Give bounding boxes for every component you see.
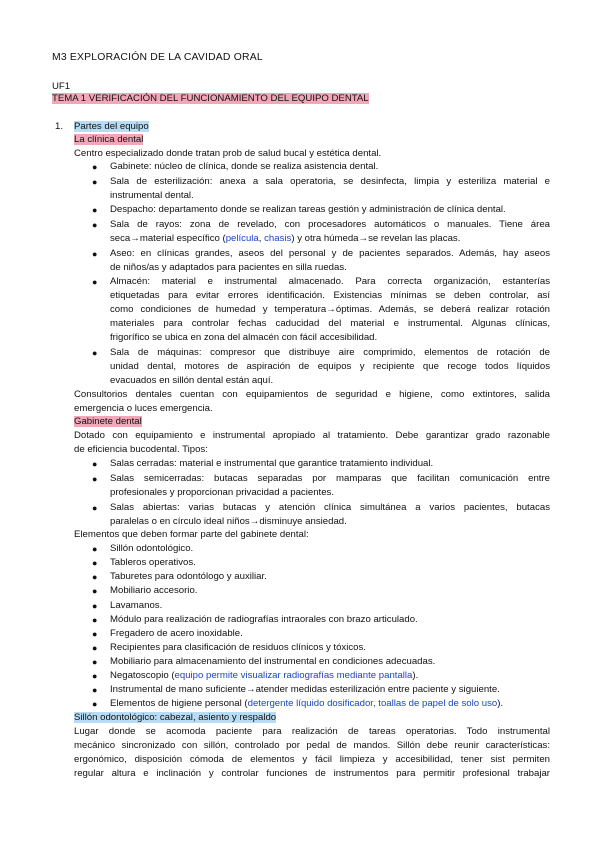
list-item: Tableros operativos. [110, 557, 196, 568]
bullet-icon: ● [92, 657, 98, 667]
section-heading-text: Partes del equipo [74, 121, 149, 132]
bullet-icon: ● [92, 503, 98, 513]
list-item: Salas semicerradas: butacas separadas por mamparas que facilitan comunicación entre [110, 473, 550, 484]
bullet-icon: ● [92, 348, 98, 358]
paragraph: Lugar donde se acomoda paciente para realización de tareas operatorias. Todo instrumental [74, 726, 550, 737]
text-segment: , [258, 233, 265, 244]
bullet-icon: ● [92, 572, 98, 582]
list-item-continued: materiales para controlar fechas caducidad del material e instrumental. Algunas clínicas, [110, 318, 550, 329]
bullet-icon: ● [92, 474, 98, 484]
list-item-continued: etiquetadas para evitar errores identificación. Existencias mínimas se deben controlar, así [110, 290, 550, 301]
bullet-icon: ● [92, 601, 98, 611]
bullet-icon: ● [92, 643, 98, 653]
bullet-icon: ● [92, 615, 98, 625]
bullet-icon: ● [92, 586, 98, 596]
subheading-clinic-text: La clínica dental [74, 134, 144, 145]
paragraph: Centro especializado donde tratan prob de salud bucal y estética dental. [74, 148, 382, 159]
bullet-icon: ● [92, 162, 98, 172]
list-item: Despacho: departamento donde se realizan tareas gestión y administración de clínica dental. [110, 204, 506, 215]
link-pelicula: película [225, 233, 259, 244]
list-item: Sala de esterilización: anexa a sala operatoria, se desinfecta, limpia y esteriliza material e [110, 176, 550, 187]
list-item-continued: de niños/as y adaptados para pacientes en silla ruedas. [110, 262, 347, 273]
text-segment: seca→material específico ( [110, 233, 226, 244]
bullet-icon: ● [92, 249, 98, 259]
paragraph: Consultorios dentales cuentan con equipamientos de seguridad e higiene, como extintores, salida [74, 389, 550, 400]
text-segment: Elementos de higiene personal ( [110, 698, 248, 709]
bullet-icon: ● [92, 558, 98, 568]
text-segment: ). [497, 698, 504, 709]
list-item: Salas cerradas: material e instrumental que garantice tratamiento individual. [110, 458, 434, 469]
list-item: Aseo: en clínicas grandes, aseos del personal y de pacientes separados. Además, hay aseos [110, 248, 550, 259]
section-heading [74, 121, 149, 133]
paragraph-continued: mecánico sincronizado con sillón, controlado por pedal de mandos. Sillón debe reunir características: [74, 740, 550, 751]
list-item-continued: profesionales y proporcionan privacidad a pacientes. [110, 487, 334, 498]
list-item-continued: paralelas o en círculo ideal niños→disminuye ansiedad. [110, 516, 347, 527]
paragraph-continued: regular altura e inclinación y controlar funciones de instrumentos para permitir profesional trabajar [74, 768, 550, 779]
list-item-continued: evacuados en sillón dental están aquí. [110, 375, 274, 386]
list-item: Mobiliario accesorio. [110, 585, 198, 596]
list-item [110, 698, 503, 710]
list-item: Sala de rayos: zona de revelado, con procesadores automáticos o manuales. Tiene área [110, 219, 550, 230]
link-chasis: chasis [264, 233, 292, 244]
list-item: Taburetes para odontólogo y auxiliar. [110, 571, 267, 582]
subheading-sillon-text: Sillón odontológico: cabezal, asiento y respaldo [74, 712, 277, 723]
paragraph-continued: emergencia o luces emergencia. [74, 403, 213, 414]
list-item: Gabinete: núcleo de clínica, donde se realiza asistencia dental. [110, 161, 379, 172]
text-segment: ). [412, 670, 419, 681]
unit-label: UF1 [52, 81, 71, 92]
list-item: Módulo para realización de radiografías intraorales con brazo articulado. [110, 614, 418, 625]
list-item: Sala de máquinas: compresor que distribuye aire comprimido, elementos de rotación de [110, 347, 550, 358]
link-higiene: detergente líquido dosificador, toallas de papel de solo uso [247, 698, 498, 709]
bullet-icon: ● [92, 459, 98, 469]
subheading-gabinete [74, 416, 142, 428]
list-item-continued: como condiciones de humedad y temperatura→óptimas. Además, se deberá realizar rotación [110, 304, 550, 315]
document-title: M3 EXPLORACIÓN DE LA CAVIDAD ORAL [52, 52, 263, 63]
paragraph: Dotado con equipamiento e instrumental apropiado al tratamiento. Debe garantizar grado razonable [74, 430, 550, 441]
list-item-continued: unidad dental, motores de aspiración de equipos y recipiente que recoge todos líquidos [110, 361, 550, 372]
list-item: Recipientes para clasificación de residuos clínicos y tóxicos. [110, 642, 366, 653]
bullet-icon: ● [92, 685, 98, 695]
bullet-icon: ● [92, 629, 98, 639]
list-item: Salas abiertas: varias butacas y atención clínica simultánea a varios pacientes, butacas [110, 502, 550, 513]
text-segment: ) y otra húmeda→se revelan las placas. [291, 233, 461, 244]
list-item: Lavamanos. [110, 600, 163, 611]
paragraph-continued: de eficiencia bucodental. Tipos: [74, 444, 208, 455]
list-item-continued: frigorífico se ubica en zona del almacén con fácil accesibilidad. [110, 332, 378, 343]
bullet-icon: ● [92, 177, 98, 187]
list-item-continued [110, 233, 460, 245]
list-item: Fregadero de acero inoxidable. [110, 628, 243, 639]
link-negatoscopio: equipo permite visualizar radiografías mediante pantalla [174, 670, 413, 681]
bullet-icon: ● [92, 699, 98, 709]
bullet-icon: ● [92, 220, 98, 230]
subheading-clinic [74, 134, 143, 146]
text-segment: Negatoscopio ( [110, 670, 175, 681]
bullet-icon: ● [92, 277, 98, 287]
list-item: Instrumental de mano suficiente→atender medidas esterilización entre paciente y siguiente. [110, 684, 500, 695]
bullet-icon: ● [92, 544, 98, 554]
topic-heading-text: TEMA 1 VERIFICACIÓN DEL FUNCIONAMIENTO DEL EQUIPO DENTAL [52, 93, 369, 104]
list-item-continued: instrumental dental. [110, 190, 194, 201]
subheading-sillon [74, 712, 276, 724]
bullet-icon: ● [92, 671, 98, 681]
section-number: 1. [55, 121, 64, 132]
bullet-icon: ● [92, 205, 98, 215]
topic-heading [52, 93, 369, 105]
subheading-gabinete-text: Gabinete dental [74, 416, 142, 427]
list-item: Almacén: material e instrumental almacenado. Para correcta organización, estanterías [110, 276, 550, 287]
paragraph: Elementos que deben formar parte del gabinete dental: [74, 529, 309, 540]
list-item: Mobiliario para almacenamiento del instrumental en condiciones adecuadas. [110, 656, 436, 667]
list-item: Sillón odontológico. [110, 543, 194, 554]
list-item [110, 670, 418, 682]
paragraph-continued: ergonómico, disposición cómoda de elementos y fácil limpieza y accesibilidad, tener sist permiten [74, 754, 550, 765]
